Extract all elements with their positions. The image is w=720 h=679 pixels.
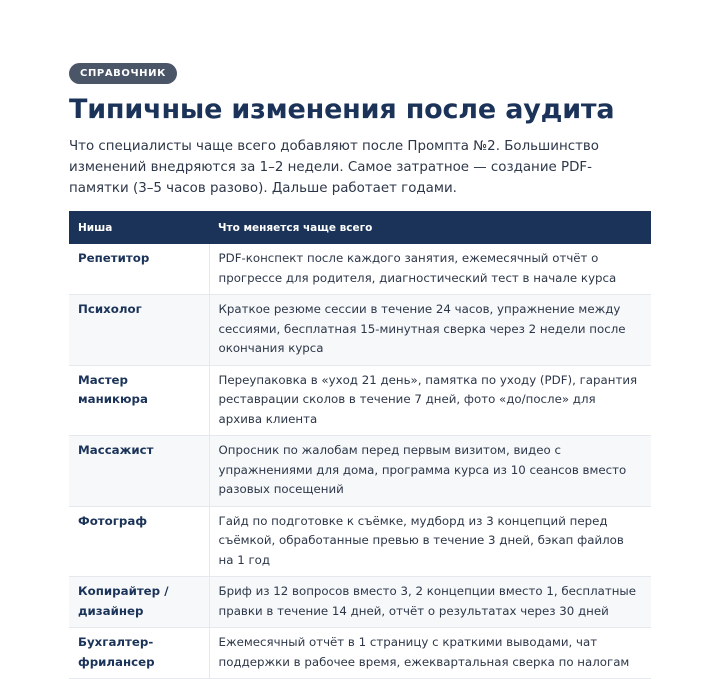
table-row bbox=[69, 577, 651, 628]
changes-table bbox=[69, 211, 651, 679]
change-cell: Краткое резюме сессии в течение 24 часов, упражнение между сессиями, бесплатная 15-минутная сверка через 2 недели после окончания курса bbox=[209, 295, 651, 366]
intro-paragraph: Что специалисты чаще всего добавляют после Промпта №2. Большинство изменений внедряются за 1–2 недели. Самое затратное — создание PDF-памятки (3–5 часов разово). Дальше работает годами. bbox=[69, 139, 600, 196]
table-row bbox=[69, 628, 651, 679]
table-row bbox=[69, 506, 651, 577]
reference-page bbox=[69, 63, 651, 679]
change-cell: Бриф из 12 вопросов вместо 3, 2 концепции вместо 1, бесплатные правки в течение 14 дней, отчёт о результатах через 30 дней bbox=[209, 577, 651, 628]
niche-cell: Фотограф bbox=[69, 506, 209, 577]
table-row bbox=[69, 244, 651, 295]
column-header-niche: Ниша bbox=[69, 211, 209, 244]
niche-cell: Бухгалтер-фрилансер bbox=[69, 628, 209, 679]
niche-cell: Психолог bbox=[69, 295, 209, 366]
change-cell: PDF-конспект после каждого занятия, ежемесячный отчёт о прогрессе для родителя, диагностический тест в начале курса bbox=[209, 244, 651, 295]
page-title: Типичные изменения после аудита bbox=[69, 94, 615, 125]
niche-cell: Репетитор bbox=[69, 244, 209, 295]
niche-cell: Копирайтер / дизайнер bbox=[69, 577, 209, 628]
column-header-change: Что меняется чаще всего bbox=[209, 211, 651, 244]
section-tag: СПРАВОЧНИК bbox=[69, 63, 177, 84]
table-header-row bbox=[69, 211, 651, 244]
table-row bbox=[69, 436, 651, 507]
table-row bbox=[69, 365, 651, 436]
change-cell: Опросник по жалобам перед первым визитом, видео с упражнениями для дома, программа курса из 10 сеансов вместо разовых посещений bbox=[209, 436, 651, 507]
table-row bbox=[69, 295, 651, 366]
change-cell: Гайд по подготовке к съёмке, мудборд из 3 концепций перед съёмкой, обработанные превью в течение 3 дней, бэкап файлов на 1 год bbox=[209, 506, 651, 577]
change-cell: Переупаковка в «уход 21 день», памятка по уходу (PDF), гарантия реставрации сколов в течение 7 дней, фото «до/после» для архива клиента bbox=[209, 365, 651, 436]
niche-cell: Массажист bbox=[69, 436, 209, 507]
change-cell: Ежемесячный отчёт в 1 страницу с краткими выводами, чат поддержки в рабочее время, ежеквартальная сверка по налогам bbox=[209, 628, 651, 679]
niche-cell: Мастер маникюра bbox=[69, 365, 209, 436]
